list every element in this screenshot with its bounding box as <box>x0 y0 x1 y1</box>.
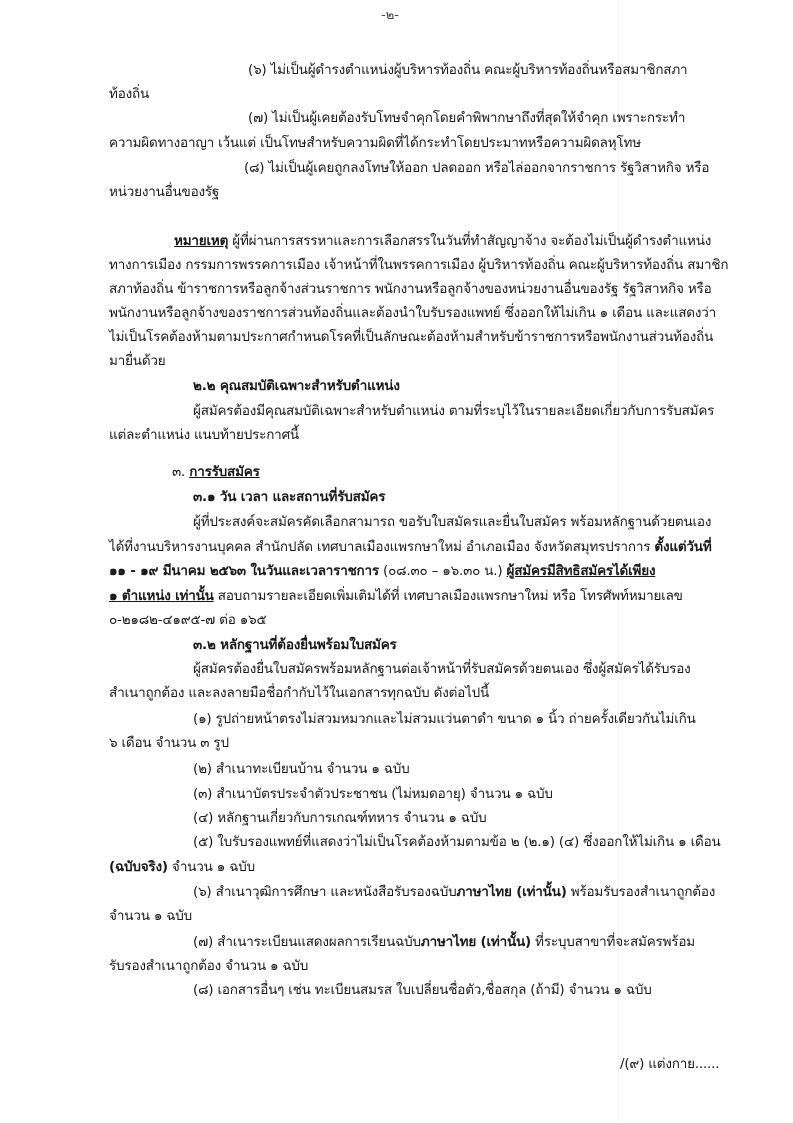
qual-item-7-line-1: (๗) ไม่เป็นผู้เคยต้องรับโทษจำคุกโดยคำพิพากษาถึงที่สุดให้จำคุก เพราะกระทำ <box>248 110 686 126</box>
section-3-title: การรับสมัคร <box>189 464 260 480</box>
doc-item-3: (๓) สำเนาบัตรประจำตัวประชาชน (ไม่หมดอายุ) จำนวน ๑ ฉบับ <box>193 786 553 802</box>
remark-line-6: มายื่นด้วย <box>109 353 166 369</box>
section-3-1-heading: ๓.๑ วัน เวลา และสถานที่รับสมัคร <box>193 489 386 505</box>
section-3-1-line-2 <box>109 537 712 557</box>
section-3-1-line-2-text: ได้ที่งานบริหารงานบุคคล สำนักปลัด เทศบาลเมืองแพรกษาใหม่ อำเภอเมือง จังหวัดสมุทรปราการ <box>109 539 655 555</box>
doc-item-5-line-1: (๕) ใบรับรองแพทย์ที่แสดงว่าไม่เป็นโรคต้องห้ามตามข้อ ๒ (๒.๑) (๔) ซึ่งออกให้ไม่เกิน ๑ เดือน <box>193 834 721 850</box>
thai-only-label-7: ภาษาไทย (เท่านั้น) <box>420 934 532 950</box>
one-position-notice: ผู้สมัครมีสิทธิสมัครได้เพียง <box>506 563 656 579</box>
office-hours: (๐๘.๓๐ – ๑๖.๓๐ น.) <box>378 563 507 579</box>
one-position-only: ๑ ตำแหน่ง เท่านั้น <box>109 588 214 604</box>
doc-item-6-line-2: จำนวน ๑ ฉบับ <box>109 908 193 924</box>
section-3-2-line-1: ผู้สมัครต้องยื่นใบสมัครพร้อมหลักฐานต่อเจ้าหน้าที่รับสมัครด้วยตนเอง ซึ่งผู้สมัครได้รับรอง <box>193 661 691 677</box>
section-2-2-line-1: ผู้สมัครต้องมีคุณสมบัติเฉพาะสำหรับตำแหน่ง ตามที่ระบุไว้ในรายละเอียดเกี่ยวกับการรับสมัคร <box>193 403 715 419</box>
phone-number: ๐-๒๑๘๒-๔๑๙๕-๗ ต่อ ๑๖๕ <box>109 612 267 628</box>
remark-text-1: ผู้ที่ผ่านการสรรหาและการเลือกสรรในวันที่ทำสัญญาจ้าง จะต้องไม่เป็นผู้ดำรงตำแหน่ง <box>228 233 712 249</box>
section-3-2-heading: ๓.๒ หลักฐานที่ต้องยื่นพร้อมใบสมัคร <box>193 637 397 653</box>
section-2-2-line-2: แต่ละตำแหน่ง แนบท้ายประกาศนี้ <box>109 427 299 443</box>
application-dates: ๑๑ - ๑๙ มีนาคม ๒๕๖๓ ในวันและเวลาราชการ <box>109 563 379 579</box>
doc-item-5-count: จำนวน ๑ ฉบับ <box>167 859 255 875</box>
qual-item-6-line-2: ท้องถิ่น <box>109 86 150 102</box>
doc-item-7-text-c: ที่ระบุบสาขาที่จะสมัครพร้อม <box>531 934 695 950</box>
contact-info: สอบถามรายละเอียดเพิ่มเติมได้ที่ เทศบาลเมืองแพรกษาใหม่ หรือ โทรศัพท์หมายเลข <box>213 588 683 604</box>
remark-line-1 <box>174 231 711 251</box>
doc-item-1-line-1: (๑) รูปถ่ายหน้าตรงไม่สวมหมวกและไม่สวมแว่นตาดำ ขนาด ๑ นิ้ว ถ่ายครั้งเดียวกันไม่เกิน <box>193 711 696 727</box>
doc-item-8: (๘) เอกสารอื่นๆ เช่น ทะเบียนสมรส ใบเปลี่ยนชื่อตัว,ชื่อสกุล (ถ้ามี) จำนวน ๑ ฉบับ <box>193 982 652 998</box>
section-3-heading <box>172 462 260 482</box>
doc-item-7-text-a: (๗) สำเนาระเบียนแสดงผลการเรียนฉบับ <box>193 934 421 950</box>
remark-line-5: ไม่เป็นโรคต้องห้ามตามประกาศกำหนดโรคที่เป็นลักษณะต้องห้ามสำหรับข้าราชการหรือพนักงานส่วนท้องถิ่น <box>109 329 714 345</box>
remark-line-4: พนักงานหรือลูกจ้างของราชการส่วนท้องถิ่นและต้องนำใบรับรองแพทย์ ซึ่งออกให้ไม่เกิน ๑ เดือน และแสดงว่า <box>109 305 716 321</box>
doc-item-2: (๒) สำเนาทะเบียนบ้าน จำนวน ๑ ฉบับ <box>193 761 410 777</box>
section-3-1-line-3 <box>109 561 655 581</box>
doc-item-7-line-2: รับรองสำเนาถูกต้อง จำนวน ๑ ฉบับ <box>109 958 309 974</box>
section-2-2-heading: ๒.๒ คุณสมบัติเฉพาะสำหรับตำแหน่ง <box>193 378 400 394</box>
qual-item-6-line-1: (๖) ไม่เป็นผู้ดำรงตำแหน่งผู้บริหารท้องถิ่น คณะผู้บริหารท้องถิ่นหรือสมาชิกสภา <box>248 62 688 78</box>
section-3-number: ๓. <box>172 464 190 480</box>
doc-item-7-line-1 <box>193 932 695 952</box>
qual-item-7-line-2: ความผิดทางอาญา เว้นแต่ เป็นโทษสำหรับความผิดที่ได้กระทำโดยประมาทหรือความผิดลหุโทษ <box>109 135 641 151</box>
remark-label: หมายเหตุ <box>174 233 229 249</box>
remark-line-2: ทางการเมือง กรรมการพรรคการเมือง เจ้าหน้าที่ในพรรคการเมือง ผู้บริหารท้องถิ่น คณะผู้บริหารท้องถิ่น สมาชิก <box>109 257 729 273</box>
section-3-1-line-1: ผู้ที่ประสงค์จะสมัครคัดเลือกสามารถ ขอรับใบสมัครและยื่นใบสมัคร พร้อมหลักฐานด้วยตนเอง <box>193 514 712 530</box>
section-3-1-line-4 <box>109 586 683 606</box>
section-3-1-start-date-label: ตั้งแต่วันที่ <box>654 539 712 555</box>
section-3-2-line-2: สำเนาถูกต้อง และลงลายมือชื่อกำกับไว้ในเอกสารทุกฉบับ ดังต่อไปนี้ <box>109 685 490 701</box>
thai-only-label-6: ภาษาไทย (เท่านั้น) <box>456 884 567 900</box>
doc-item-6-text-c: พร้อมรับรองสำเนาถูกต้อง <box>566 884 716 900</box>
doc-item-4: (๔) หลักฐานเกี่ยวกับการเกณฑ์ทหาร จำนวน ๑ ฉบับ <box>193 810 487 826</box>
qual-item-8-line-2: หน่วยงานอื่นของรัฐ <box>109 184 220 200</box>
next-page-continuation: /(๙) แต่งกาย...... <box>620 1056 720 1072</box>
remark-line-3: สภาท้องถิ่น ข้าราชการหรือลูกจ้างส่วนราชการ พนักงานหรือลูกจ้างของหน่วยงานอื่นของรัฐ รัฐวิสาหกิจ หรือ <box>109 281 712 297</box>
page-number: -๒- <box>381 8 399 23</box>
qual-item-8-line-1: (๘) ไม่เป็นผู้เคยถูกลงโทษให้ออก ปลดออก หรือไล่ออกจากราชการ รัฐวิสาหกิจ หรือ <box>244 160 710 176</box>
doc-item-6-text-a: (๖) สำเนาวุฒิการศึกษา และหนังสือรับรองฉบับ <box>193 884 457 900</box>
doc-item-6-line-1 <box>193 882 715 902</box>
original-copy-label: (ฉบับจริง) <box>109 859 168 875</box>
doc-item-1-line-2: ๖ เดือน จำนวน ๓ รูป <box>109 735 229 751</box>
doc-item-5-line-2 <box>109 857 255 877</box>
